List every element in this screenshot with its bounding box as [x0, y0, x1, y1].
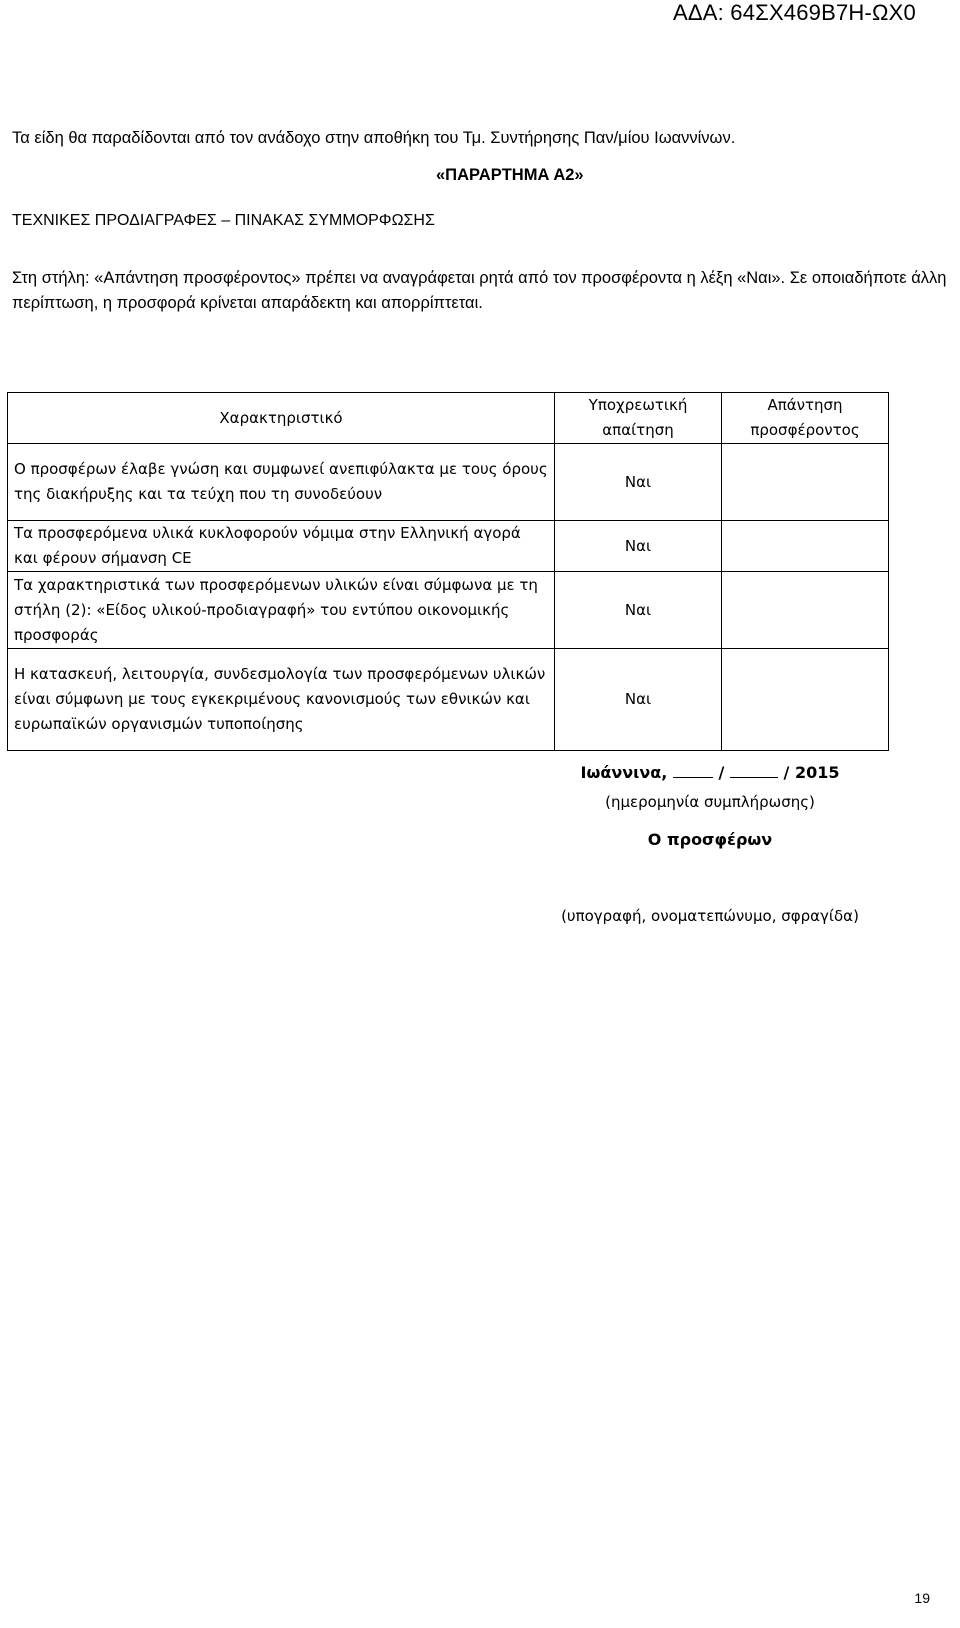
header-feature: Χαρακτηριστικό: [8, 393, 555, 444]
required-cell: Ναι: [555, 572, 722, 649]
annex-title: «ΠΑΡΑΡΤΗΜΑ Α2»: [436, 166, 584, 184]
feature-cell: Τα χαρακτηριστικά των προσφερόμενων υλικών είναι σύμφωνα με τη στήλη (2): «Είδος υλικού-προδιαγραφή» του εντύπου οικονομικής προσφοράς: [8, 572, 555, 649]
table-row: [8, 521, 889, 572]
required-cell: Ναι: [555, 649, 722, 751]
date-note: (ημερομηνία συμπλήρωσης): [605, 793, 815, 811]
table-row: [8, 572, 889, 649]
answer-cell[interactable]: [722, 444, 889, 521]
page-number: 19: [914, 1590, 930, 1606]
bidder-label: Ο προσφέρων: [647, 830, 773, 849]
day-blank[interactable]: [673, 763, 713, 778]
signature-note: (υπογραφή, ονοματεπώνυμο, σφραγίδα): [561, 907, 859, 925]
year-label: / 2015: [783, 763, 840, 782]
delivery-note: Τα είδη θα παραδίδονται από τον ανάδοχο στην αποθήκη του Τμ. Συντήρησης Παν/μίου Ιωαννίνων.: [12, 129, 736, 147]
feature-cell: Τα προσφερόμενα υλικά κυκλοφορούν νόμιμα στην Ελληνική αγορά και φέρουν σήμανση CE: [8, 521, 555, 572]
answer-cell[interactable]: [722, 572, 889, 649]
header-answer: Απάντηση προσφέροντος: [722, 393, 889, 444]
instruction-paragraph: Στη στήλη: «Απάντηση προσφέροντος» πρέπει να αναγράφεται ρητά από τον προσφέροντα η λέξη «Ναι». Σε οποιαδήποτε άλλη περίπτωση, η προσφορά κρίνεται απαράδεκτη και απορρίπτεται.: [12, 269, 947, 312]
answer-cell[interactable]: [722, 649, 889, 751]
feature-cell: Ο προσφέρων έλαβε γνώση και συμφωνεί ανεπιφύλακτα με τους όρους της διακήρυξης και τα τεύχη που τη συνοδεύουν: [8, 444, 555, 521]
required-cell: Ναι: [555, 444, 722, 521]
table-row: [8, 444, 889, 521]
header-required: Υποχρεωτική απαίτηση: [555, 393, 722, 444]
answer-cell[interactable]: [722, 521, 889, 572]
month-blank[interactable]: [730, 763, 778, 778]
table-row: [8, 649, 889, 751]
date-separator: /: [718, 763, 725, 782]
section-heading: ΤΕΧΝΙΚΕΣ ΠΡΟΔΙΑΓΡΑΦΕΣ – ΠΙΝΑΚΑΣ ΣΥΜΜΟΡΦΩΣΗΣ: [12, 212, 435, 229]
ada-code: ΑΔΑ: 64ΣΧ469Β7Η-ΩΧ0: [673, 0, 916, 25]
place-label: Ιωάννινα,: [580, 763, 668, 782]
feature-cell: Η κατασκευή, λειτουργία, συνδεσμολογία των προσφερόμενων υλικών είναι σύμφωνη με τους εγκεκριμένους κανονισμούς των εθνικών και ευρωπαϊκών οργανισμών τυποποίησης: [8, 649, 555, 751]
place-date-line: [560, 763, 860, 782]
table-header-row: [8, 393, 889, 444]
compliance-table: [7, 392, 889, 751]
required-cell: Ναι: [555, 521, 722, 572]
